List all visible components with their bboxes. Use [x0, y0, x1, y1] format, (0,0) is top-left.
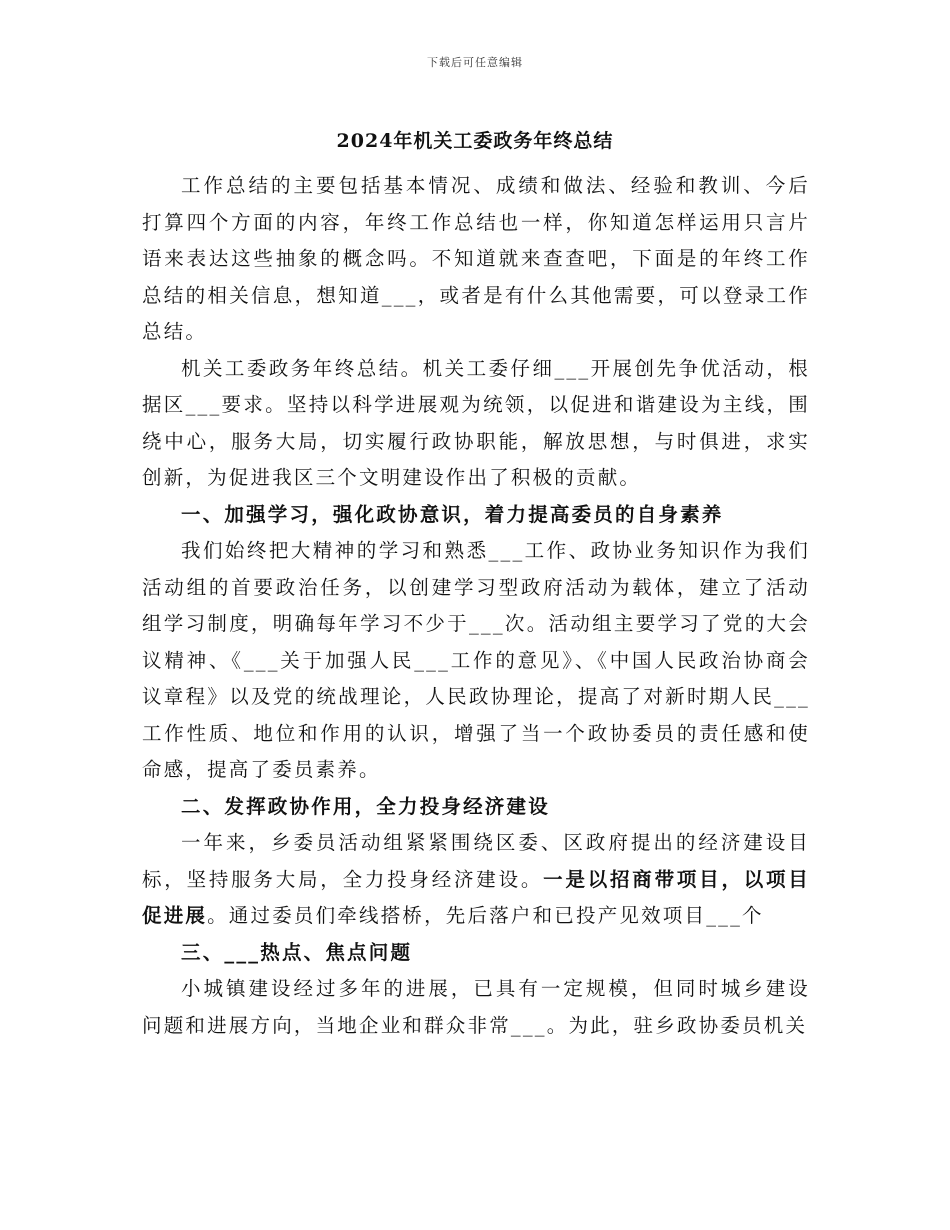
- paragraph-summary: 机关工委政务年终总结。机关工委仔细___开展创先争优活动，根据区___要求。坚持以科学进展观为统领，以促进和谐建设为主线，围绕中心，服务大局，切实履行政协职能，解放思想，与时俱进，求实创新，为促进我区三个文明建设作出了积极的贡献。: [142, 356, 810, 489]
- header-note: 下载后可任意编辑: [427, 56, 523, 69]
- paragraph-economy: [142, 825, 810, 935]
- section-heading-3: 三、___热点、焦点问题: [181, 940, 413, 964]
- document-title: 2024年机关工委政务年终总结: [336, 130, 614, 152]
- paragraph-economy-emphasis: 一是以招商带项目，以项目促进展: [142, 867, 810, 927]
- paragraph-economy-end: 。通过委员们牵线搭桥，先后落户和已投产见效项目___个: [207, 904, 764, 927]
- document-body: [142, 168, 810, 1044]
- paragraph-study: 我们始终把大精神的学习和熟悉___工作、政协业务知识作为我们活动组的首要政治任务，以创建学习型政府活动为载体，建立了活动组学习制度，明确每年学习不少于___次。活动组主要学习了党的大会议精神、《___关于加强人民___工作的意见》、《中国人民政治协商会议章程》以及党的统战理论，人民政协理论，提高了对新时期人民___工作性质、地位和作用的认识，增强了当一个政协委员的责任感和使命感，提高了委员素养。: [142, 539, 810, 781]
- section-heading-2: 二、发挥政协作用，全力投身经济建设: [181, 794, 550, 818]
- paragraph-town: 小城镇建设经过多年的进展，已具有一定规模，但同时城乡建设问题和进展方向，当地企业和群众非常___。为此，驻乡政协委员机关: [142, 977, 810, 1037]
- paragraph-intro: 工作总结的主要包括基本情况、成绩和做法、经验和教训、今后打算四个方面的内容，年终工作总结也一样，你知道怎样运用只言片语来表达这些抽象的概念吗。不知道就来查查吧，下面是的年终工作总结的相关信息，想知道___，或者是有什么其他需要，可以登录工作总结。: [142, 174, 810, 343]
- section-heading-1: 一、加强学习，强化政协意识，着力提高委员的自身素养: [181, 502, 724, 526]
- paragraph-economy-start: 一年来，乡委员活动组紧紧围绕区委、区政府提出的经济建设目标，坚持服务大局，全力投身经济建设。: [142, 831, 810, 891]
